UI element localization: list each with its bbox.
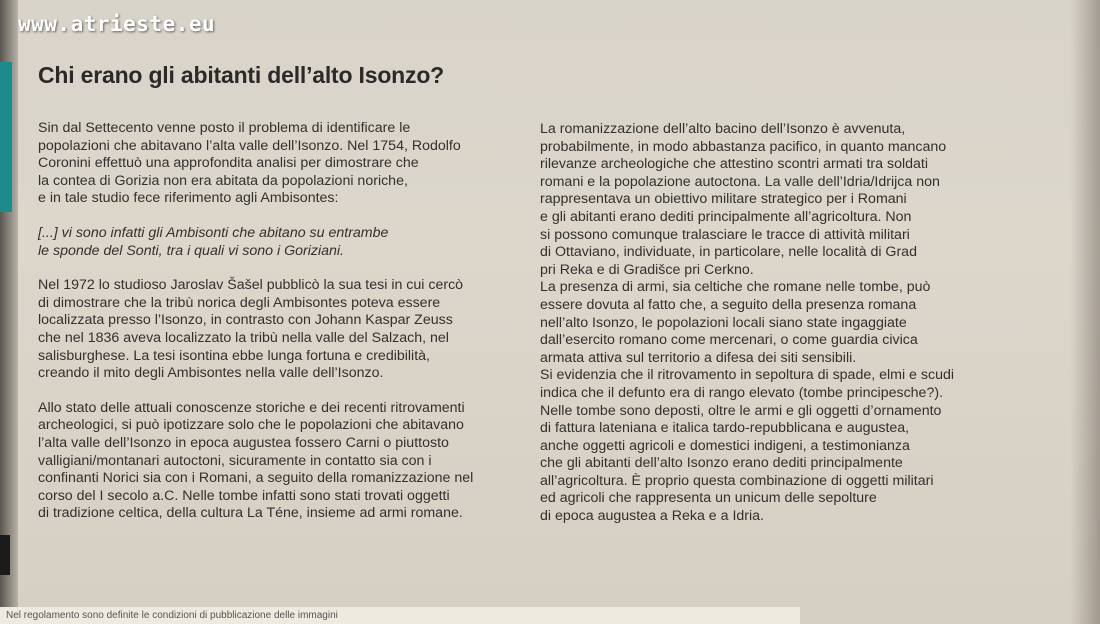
black-edge-tab	[0, 535, 10, 575]
teal-accent-bar	[0, 62, 12, 212]
left-paragraph-1: Sin dal Settecento venne posto il problema di identificare le popolazioni che abitavano l’alta valle dell’Isonzo. Nel 1754, Rodolfo Coronini effettuò una approfondita analisi per dimostrare che la contea di Gorizia non era abitata da popolazioni noriche, e in tale studio fece riferimento agli Ambisontes:	[38, 120, 461, 207]
left-text-column	[38, 120, 523, 523]
right-paragraph-1: La romanizzazione dell’alto bacino dell’Isonzo è avvenuta, probabilmente, in modo abbastanza pacifico, in quanto mancano rilevanze archeologiche che attestino scontri armati tra soldati romani e la popolazione autoctona. La valle dell’Idria/Idrijca non rappresentava un obiettivo militare strategico per i Romani e gli abitanti erano dediti principalmente all’agricoltura. Non si possono comunque tralasciare le tracce di attività militari di Ottaviano, individuate, in particolare, nelle località di Grad pri Reka e di Gradišce pri Cerkno.	[540, 121, 947, 278]
left-quote: [...] vi sono infatti gli Ambisonti che abitano su entrambe le sponde del Sonti, tra i quali vi sono i Goriziani.	[38, 224, 389, 259]
panel-title: Chi erano gli abitanti dell’alto Isonzo?	[38, 62, 445, 88]
right-paragraph-2: La presenza di armi, sia celtiche che romane nelle tombe, può essere dovuta al fatto che, a seguito della presenza romana nell’alto Isonzo, le popolazioni locali siano state ingaggiate dall’esercito romano come mercenari, o come guardia civica armata attiva sul territorio a difesa dei siti sensibili.	[540, 279, 931, 366]
panel-right-shadow	[1070, 0, 1100, 624]
footer-notice: Nel regolamento sono definite le condizioni di pubblicazione delle immagini	[0, 607, 800, 624]
site-watermark: www.atrieste.eu	[18, 12, 216, 36]
right-paragraph-3: Si evidenzia che il ritrovamento in sepoltura di spade, elmi e scudi indica che il defunto era di rango elevato (tombe principesche?). Nelle tombe sono deposti, oltre le armi e gli oggetti d’ornamento di fattura lateniana e italica tardo-repubblicana e augustea, anche oggetti agricoli e domestici indigeni, a testimonianza che gli abitanti dell’alto Isonzo erano dediti principalmente all’agricoltura. È proprio questa combinazione di oggetti militari ed agricoli che rappresenta un unicum delle sepolture di epoca augustea a Reka e a Idria.	[540, 367, 955, 525]
left-paragraph-3: Allo stato delle attuali conoscenze storiche e dei recenti ritrovamenti archeologici, si può ipotizzare solo che le popolazioni che abitavano l’alta valle dell’Isonzo in epoca augustea fossero Carni o piuttosto valligiani/montanari autoctoni, sicuramente in contatto sia con i confinanti Norici sia con i Romani, a seguito della romanizzazione nel corso del I secolo a.C. Nelle tombe infatti sono stati trovati oggetti di tradizione celtica, della cultura La Téne, insieme ad armi romane.	[38, 399, 474, 522]
right-text-column	[540, 121, 1018, 526]
left-paragraph-2: Nel 1972 lo studioso Jaroslav Šašel pubblicò la sua tesi in cui cercò di dimostrare che la tribù norica degli Ambisontes poteva essere localizzata presso l’Isonzo, in contrasto con Johann Kaspar Zeuss che nel 1836 aveva localizzato la tribù nella valle del Salzach, nel salisburghese. La tesi isontina ebbe lunga fortuna e credibilità, creando il mito degli Ambisontes nella valle dell’Isonzo.	[38, 277, 464, 382]
